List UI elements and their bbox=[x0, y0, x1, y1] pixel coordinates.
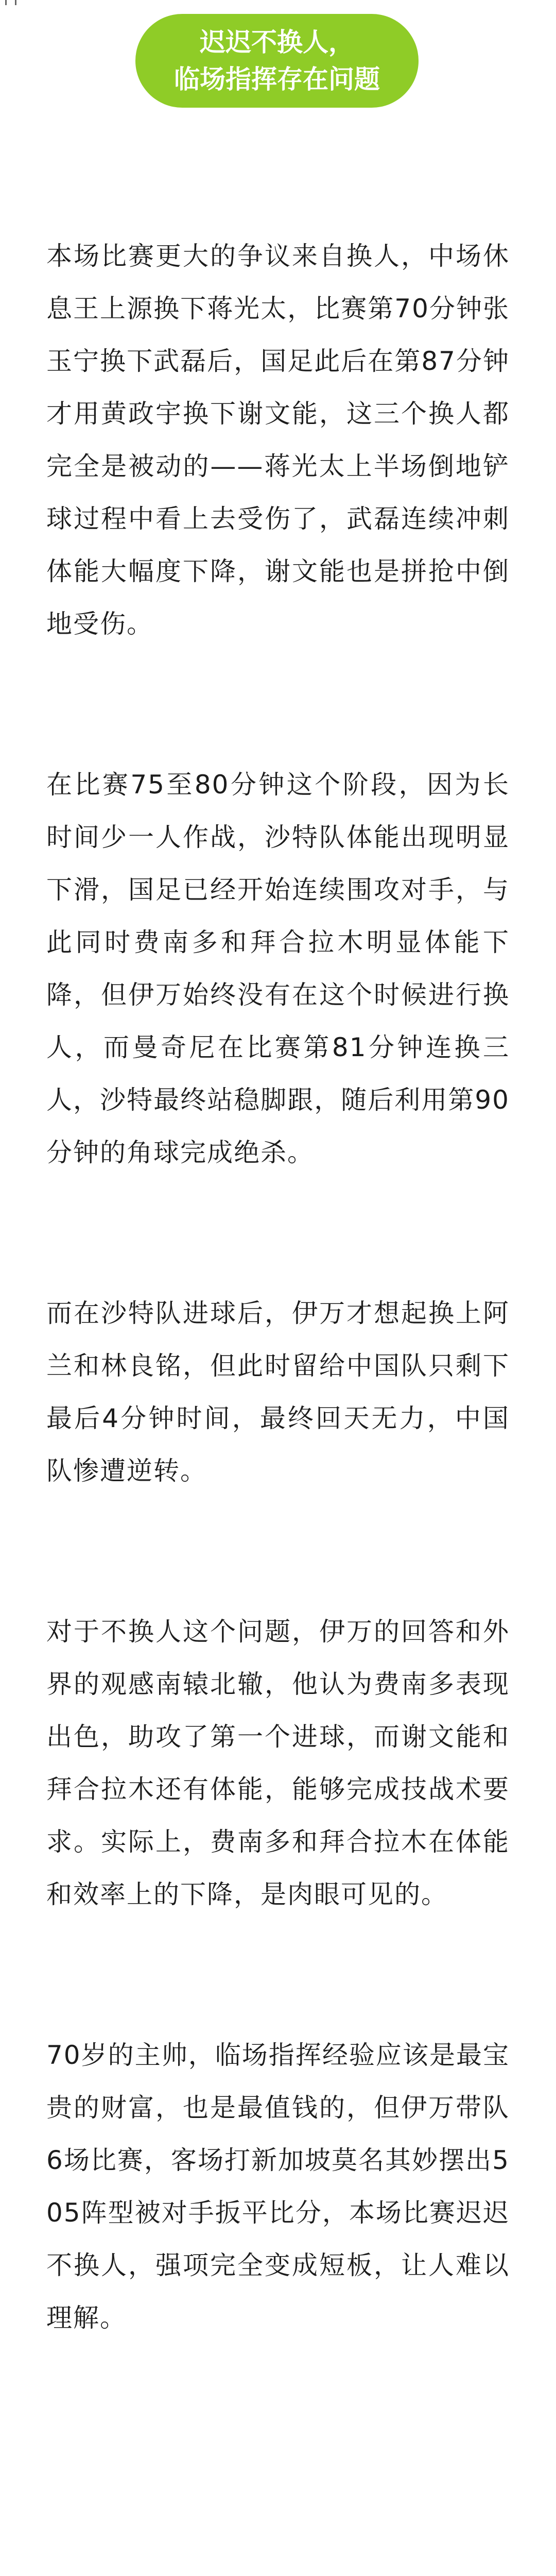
section-heading-line-1: 迟迟不换人， bbox=[200, 27, 354, 57]
top-edge-fragment bbox=[5, 0, 16, 5]
paragraph-substitution-controversy: 本场比赛更大的争议来自换人，中场休息王上源换下蒋光太，比赛第70分钟张玉宁换下武磊后，国足此后在第87分钟才用黄政宇换下谢文能，这三个换人都完全是被动的——蒋光太上半场倒地铲球过程中看上去受伤了，武磊连续冲刺体能大幅度下降，谢文能也是拼抢中倒地受伤。 bbox=[46, 241, 510, 639]
article-body bbox=[46, 230, 510, 2344]
paragraph-saudi-fatigue: 在比赛75至80分钟这个阶段，因为长时间少一人作战，沙特队体能出现明显下滑，国足已经开始连续围攻对手，与此同时费南多和拜合拉木明显体能下降，但伊万始终没有在这个时候进行换人，而曼奇尼在比赛第81分钟连换三人，沙特最终站稳脚跟，随后利用第90分钟的角球完成绝杀。 bbox=[46, 770, 510, 1167]
paragraph-late-substitutions: 而在沙特队进球后，伊万才想起换上阿兰和林良铭，但此时留给中国队只剩下最后4分钟时间，最终回天无力，中国队惨遭逆转。 bbox=[46, 1298, 510, 1486]
paragraph-ivan-response: 对于不换人这个问题，伊万的回答和外界的观感南辕北辙，他认为费南多表现出色，助攻了第一个进球，而谢文能和拜合拉木还有体能，能够完成技战术要求。实际上，费南多和拜合拉木在体能和效率上的下降，是肉眼可见的。 bbox=[46, 1617, 510, 1909]
section-heading-line-2: 临场指挥存在问题 bbox=[174, 64, 380, 94]
section-heading-badge bbox=[135, 14, 419, 108]
paragraph-coach-experience: 70岁的主帅，临场指挥经验应该是最宝贵的财富，也是最值钱的，但伊万带队6场比赛，客场打新加坡莫名其妙摆出505阵型被对手扳平比分，本场比赛迟迟不换人，强项完全变成短板，让人难以理解。 bbox=[46, 2040, 510, 2333]
